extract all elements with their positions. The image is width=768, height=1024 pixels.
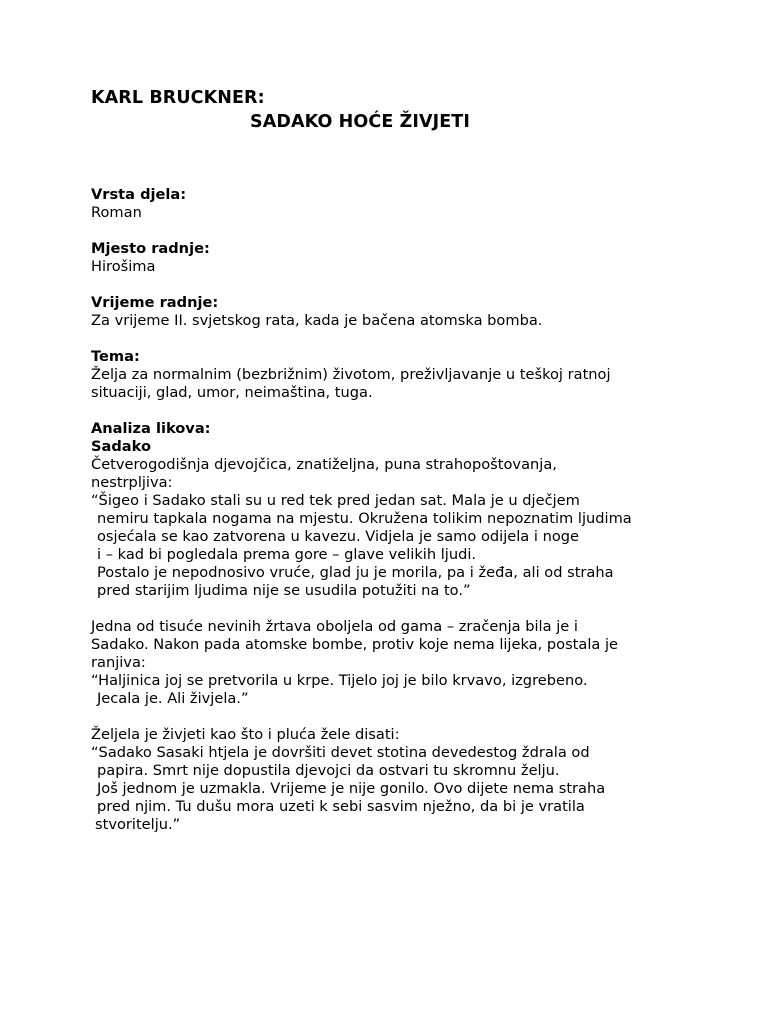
quote1-line: Postalo je nepodnosivo vruće, glad ju je morila, pa i žeđa, ali od straha [97, 564, 614, 581]
para2-line: Sadako. Nakon pada atomske bombe, protiv koje nema lijeka, postala je [91, 636, 619, 653]
quote2-line: “Haljinica joj se pretvorila u krpe. Tijelo joj je bilo krvavo, izgrebeno. [91, 672, 588, 689]
vrsta-text: Roman [91, 204, 142, 221]
analiza-label: Analiza likova: [91, 420, 211, 437]
quote3-line: Još jednom je uzmakla. Vrijeme je nije gonilo. Ovo dijete nema straha [97, 780, 606, 797]
vrijeme-text: Za vrijeme II. svjetskog rata, kada je bačena atomska bomba. [91, 312, 543, 329]
character-name: Sadako [91, 438, 151, 455]
intro-line: Četverogodišnja djevojčica, znatiželjna, puna strahopoštovanja, [91, 456, 557, 473]
author-heading: KARL BRUCKNER: [91, 88, 265, 108]
tema-line: Želja za normalnim (bezbrižnim) životom, preživljavanje u teškoj ratnoj [91, 366, 611, 383]
quote1-line: osjećala se kao zatvorena u kavezu. Vidjela je samo odijela i noge [97, 528, 579, 545]
quote3-line: stvoritelju.” [95, 816, 181, 833]
quote1-line: “Šigeo i Sadako stali su u red tek pred jedan sat. Mala je u dječjem [91, 492, 580, 509]
quote1-line: nemiru tapkala nogama na mjestu. Okružena tolikim nepoznatim ljudima [97, 510, 632, 527]
quote2-line: Jecala je. Ali živjela.” [97, 690, 249, 707]
quote3-line: “Sadako Sasaki htjela je dovršiti devet stotina devedestog ždrala od [91, 744, 590, 761]
quote3-line: papira. Smrt nije dopustila djevojci da ostvari tu skromnu želju. [97, 762, 560, 779]
document-title: SADAKO HOĆE ŽIVJETI [250, 112, 470, 132]
tema-line: situaciji, glad, umor, neimaština, tuga. [91, 384, 373, 401]
mjesto-text: Hirošima [91, 258, 156, 275]
quote3-line: pred njim. Tu dušu mora uzeti k sebi sasvim nježno, da bi je vratila [97, 798, 585, 815]
para2-line: ranjiva: [91, 654, 146, 671]
vrsta-label: Vrsta djela: [91, 186, 187, 203]
para2-line: Jedna od tisuće nevinih žrtava oboljela od gama – zračenja bila je i [91, 618, 578, 635]
quote1-line: pred starijim ljudima nije se usudila potužiti na to.” [97, 582, 471, 599]
intro-line: nestrpljiva: [91, 474, 173, 491]
tema-label: Tema: [91, 348, 140, 365]
para3-line: Željela je živjeti kao što i pluća žele disati: [91, 726, 400, 743]
mjesto-label: Mjesto radnje: [91, 240, 210, 257]
quote1-line: i – kad bi pogledala prema gore – glave velikih ljudi. [97, 546, 477, 563]
vrijeme-label: Vrijeme radnje: [91, 294, 219, 311]
document-body [91, 186, 691, 834]
